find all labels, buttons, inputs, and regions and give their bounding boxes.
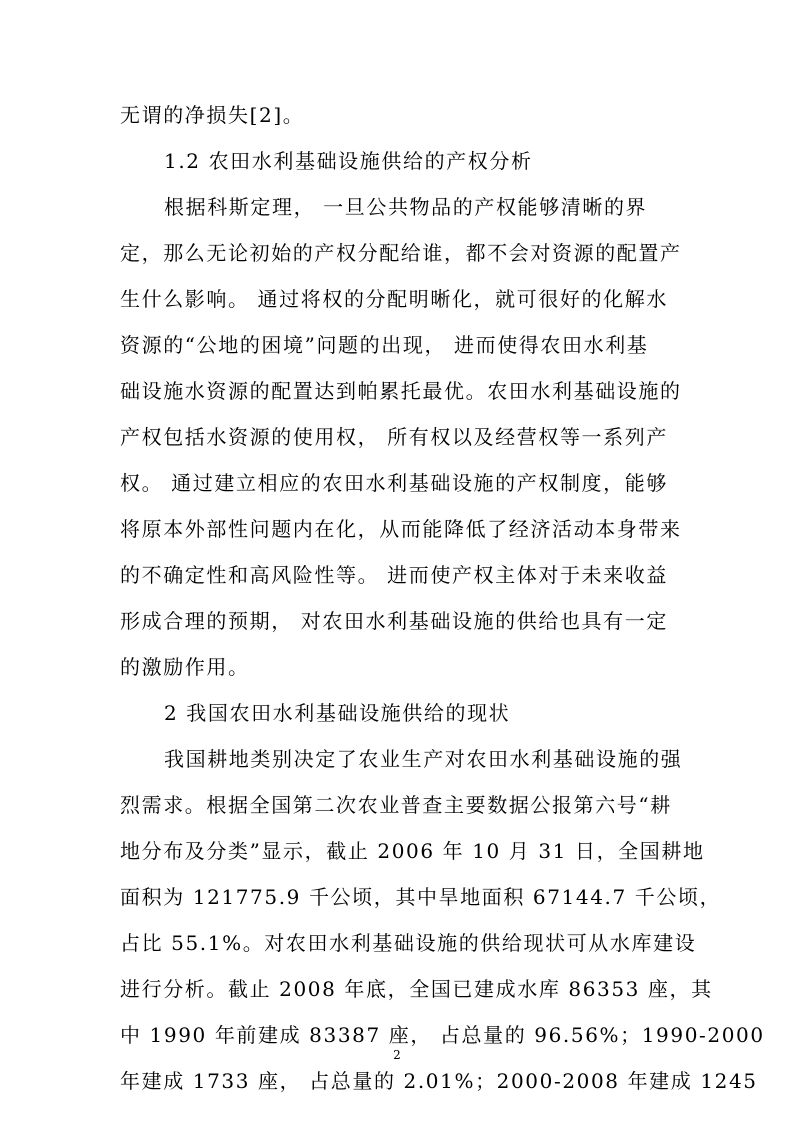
body-text xyxy=(120,92,765,1104)
paragraph-first-line: 根据科斯定理， 一旦公共物品的产权能够清晰的界 xyxy=(164,195,648,219)
text-line: 无谓的净损失[2]。 xyxy=(120,103,305,127)
text-line: 形成合理的预期， 对农田水利基础设施的供给也具有一定 xyxy=(120,609,668,633)
text-line: 的不确定性和高风险性等。 进而使产权主体对于未来收益 xyxy=(120,563,668,587)
paragraph-first-line: 我国耕地类别决定了农业生产对农田水利基础设施的强 xyxy=(164,747,683,771)
text-line: 面积为 121775.9 千公顷，其中旱地面积 67144.7 千公顷， xyxy=(120,885,722,909)
text-line: 的激励作用。 xyxy=(120,655,250,679)
text-line: 资源的“公地的困境”问题的出现， 进而使得农田水利基 xyxy=(120,333,649,357)
text-line: 中 1990 年前建成 83387 座， 占总量的 96.56%；1990-2000 xyxy=(120,1023,765,1047)
text-line: 年建成 1733 座， 占总量的 2.01%；2000-2008 年建成 1245 xyxy=(120,1069,758,1093)
section-heading: 1.2 农田水利基础设施供给的产权分析 xyxy=(164,149,533,173)
text-line: 定，那么无论初始的产权分配给谁，都不会对资源的配置产 xyxy=(120,241,682,265)
text-line: 础设施水资源的配置达到帕累托最优。农田水利基础设施的 xyxy=(120,379,682,403)
text-line: 进行分析。截止 2008 年底，全国已建成水库 86353 座，其 xyxy=(120,977,713,1001)
text-line: 占比 55.1%。对农田水利基础设施的供给现状可从水库建设 xyxy=(120,931,697,955)
text-line: 权。 通过建立相应的农田水利基础设施的产权制度，能够 xyxy=(120,471,668,495)
text-line: 烈需求。根据全国第二次农业普查主要数据公报第六号“耕 xyxy=(120,793,672,817)
text-line: 生什么影响。 通过将权的分配明晰化，就可很好的化解水 xyxy=(120,287,668,311)
page-number: 2 xyxy=(393,1048,401,1062)
text-line: 地分布及分类”显示，截止 2006 年 10 月 31 日，全国耕地 xyxy=(120,839,705,863)
section-heading: 2 我国农田水利基础设施供给的现状 xyxy=(164,701,511,725)
text-line: 将原本外部性问题内在化，从而能降低了经济活动本身带来 xyxy=(120,517,682,541)
text-line: 产权包括水资源的使用权， 所有权以及经营权等一系列产 xyxy=(120,425,668,449)
